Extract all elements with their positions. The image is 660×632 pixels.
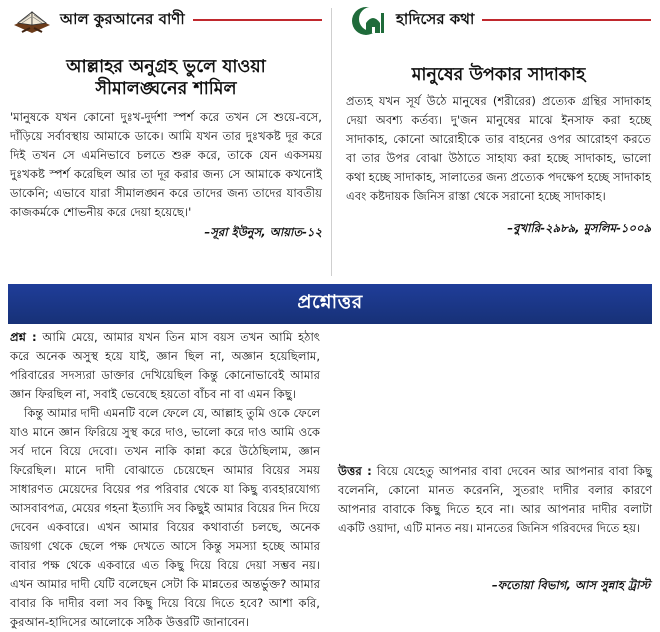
- hadith-title: মানুষের উপকার সাদাকাহ: [411, 65, 586, 85]
- question-paragraph-1: [10, 328, 320, 404]
- qa-column-left: [10, 328, 320, 632]
- question-text-1: আমি মেয়ে, আমার যখন তিন মাস বয়স তখন আমি হঠাৎ করে অনেক অসুস্থ হয়ে যাই, জ্ঞান ছিল না, অজ্ঞান হয়েছিলাম, পরিবারের সদস্যরা ডাক্তার দেখিয়েছিল কিন্তু কোনোভাবেই আমার জ্ঞান ফিরছিল না, সবাই ভেবেছে হয়তো বাঁচব না বা এমন কিছু।: [10, 330, 320, 401]
- qa-source: –ফতোয়া বিভাগ, আস সুন্নাহ ট্রাস্ট: [491, 578, 650, 592]
- question-paragraph-2: [10, 404, 320, 632]
- hadith-source: –বুখারি-২৯৮৯, মুসলিম-১০০৯: [507, 221, 651, 235]
- column-divider: [331, 8, 332, 276]
- hadith-body: প্রত্যহ যখন সূর্য উঠে মানুষের (শরীরের) প্রত্যেক গ্রন্থির সাদাকাহ দেয়া অবশ্য কর্তব্য। দু'জন মানুষের মাঝে ইনসাফ করা হচ্ছে সাদাকাহ, কোনো আরোহীকে তার বাহনের ওপর আরোহণ করতে বা তার উপর বোঝা উঠাতে সাহায্য করা হচ্ছে সাদাকাহ, ভালো কথা হচ্ছে সাদাকাহ, সালাতের জন্য প্রত্যেক পদক্ষেপ হচ্ছে সাদাকাহ এবং কষ্টদায়ক জিনিস রাস্তা থেকে সরানো হচ্ছে সাদাকাহ।: [346, 94, 651, 203]
- qa-banner: [8, 284, 652, 324]
- hadith-heading-rule: [482, 19, 651, 21]
- answer-label: উত্তর :: [338, 464, 372, 478]
- mosque-crescent-icon: [346, 3, 390, 37]
- hadith-header: [346, 2, 651, 38]
- answer-paragraph: [338, 462, 652, 538]
- quran-heading: আল কুরআনের বাণী: [60, 9, 185, 28]
- quran-body: 'মানুষকে যখন কোনো দুঃখ-দুর্দশা স্পর্শ করে তখন সে শুয়ে-বসে, দাঁড়িয়ে সর্বাবস্থায় আমাকে ডাকে। আমি যখন তার দুঃখকষ্ট দূর করে দিই তখন সে এমনিভাবে চলতে শুরু করে, তাকে যেন একসময় দুঃখকষ্ট স্পর্শ করেছিল আর তা দূর করার জন্য সে আমাকে কখনোই ডাকেনি; এভাবে যারা সীমালঙ্ঘন করে তাদের জন্য তাদের যাবতীয় কাজকর্মকে শোভনীয় করে দেয়া হয়েছে।': [10, 110, 322, 219]
- question-text-2: কিন্তু আমার দাদী এমনটি বলে ফেলে যে, আল্লাহ তুমি ওকে ফেলে যাও মানে জ্ঞান ফিরিয়ে সুস্থ করে দাও, ভালো করে দাও আমি ওকে সর্ব দানে বিয়ে দেবো। তখন নাকি কান্না করে উঠেছিলাম, জ্ঞান ফিরেছিল। মানে দাদী বোঝাতে চেয়েছেন আমার বিয়ের সময় সাধারণত মেয়েদের বিয়ের পর পরিবার থেকে যা কিছু ব্যবহারযোগ্য আসবাবপত্র, মেয়ের গহনা ইত্যাদি সব কিছুই আমার বিয়ের দিন দিয়ে দেবেন একবারে। এখন আমার বিয়ের কথাবার্তা চলছে, অনেক জায়গা থেকে ছেলে পক্ষ দেখতে আসে কিন্তু সমস্যা হচ্ছে আমার বাবার পক্ষ থেকে একবারে এত কিছু দিয়ে বিয়ে দেয়া সম্ভব নয়। এখন আমার দাদী যেটি বলেছেন সেটা কি মান্নতের অন্তর্ভুক্ত? আমার বাবার কি দাদীর বলা সব কিছু দিয়ে বিয়ে দিতে হবে? আশা করি, কুরআন-হাদিসের আলোকে সঠিক উত্তরটি জানাবেন।: [10, 406, 320, 629]
- quran-heading-rule: [193, 19, 322, 21]
- open-book-on-stand-icon: [10, 3, 54, 37]
- answer-text: বিয়ে যেহেতু আপনার বাবা দেবেন আর আপনার বাবা কিছু বলেননি, কোনো মানত করেননি, সুতরাং দাদীর বলার কারণে আপনার বাবাকে কিছু দিতে হবে না। আর আপনার দাদীর বলাটা একটি ওয়াদা, এটি মানত নয়। মানতের জিনিস গরিবদের দিতে হয়।: [338, 464, 653, 535]
- hadith-heading: হাদিসের কথা: [396, 9, 475, 28]
- quran-title: আল্লাহর অনুগ্রহ ভুলে যাওয়া সীমালঙ্ঘনের শামিল: [66, 57, 266, 99]
- quran-section: [10, 2, 322, 243]
- qa-banner-title: প্রশ্নোত্তর: [297, 291, 363, 313]
- quran-source: –সূরা ইউনুস, আয়াত-১২: [204, 225, 322, 239]
- hadith-section: [346, 2, 651, 239]
- qa-column-right: [338, 462, 652, 538]
- quran-header: [10, 2, 322, 38]
- question-label: প্রশ্ন :: [10, 330, 37, 344]
